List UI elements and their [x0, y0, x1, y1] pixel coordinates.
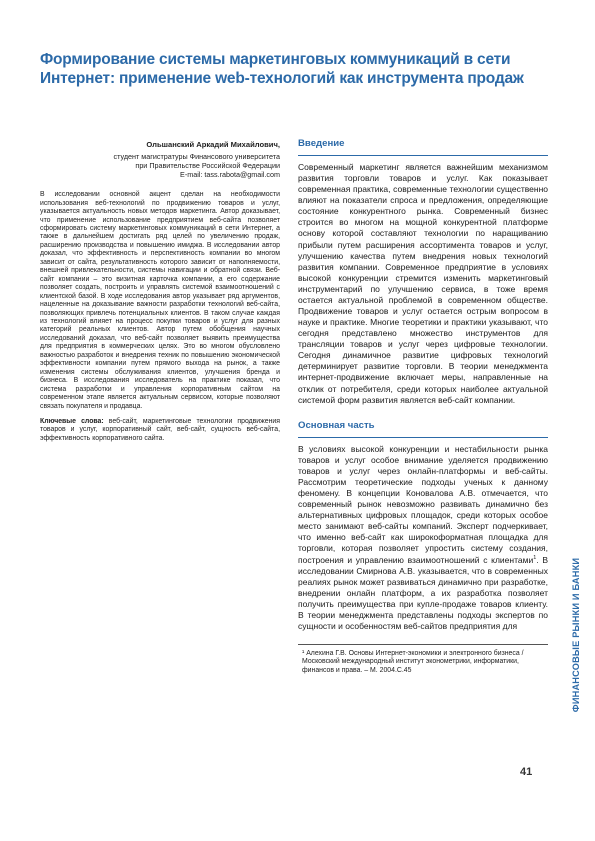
author-name: Ольшанский Аркадий Михайлович,: [146, 140, 280, 149]
keywords-text: веб-сайт, маркетинговые технологии продвижения товаров и услуг, корпоративный сайт, веб-сайт, сущность веб-сайта, эффективность корпоративного сайта.: [40, 417, 280, 442]
author-role: студент магистратуры Финансового университета: [113, 151, 280, 161]
article-title: Формирование системы маркетинговых коммуникаций в сети Интернет: применение web-технологий как инструмента продаж: [40, 51, 524, 88]
footnote: ¹ Алехина Г.В. Основы Интернет-экономики и электронного бизнеса / Московский международный институт эконометрики, информатики, финансов и права. – М. 2004.С.45: [298, 644, 548, 675]
footnote-mark: 1: [533, 554, 537, 561]
left-column: [40, 140, 280, 450]
main-text: [298, 444, 548, 632]
author-info: [40, 152, 280, 180]
journal-section-text: ФИНАНСОВЫЕ РЫНКИ И БАНКИ: [571, 557, 581, 712]
main-heading: Основная часть: [298, 420, 548, 438]
page-number: 41: [520, 766, 533, 778]
author-affiliation: при Правительстве Российской Федерации: [135, 160, 280, 170]
author-email: E-mail: tass.rabota@gmail.com: [180, 170, 280, 179]
journal-section-label: [565, 512, 587, 757]
main-text-part2: . В исследовании Смирнова А.В. указывается, что в современных реалиях рынок может развиваться динамично при разработке, внедрении онлайн платформ, а их разработка позволяет получить преимущества при купле-продаже товаров клиенту. В теории менеджмента представлены подходы экспертов по сущности и особенностям веб-сайтов предприятия для: [298, 554, 548, 631]
intro-heading: Введение: [298, 138, 548, 156]
keywords-label: Ключевые слова:: [40, 417, 104, 425]
keywords: [40, 418, 280, 443]
intro-text: Современный маркетинг является важнейшим механизмом развития торговли товаров и услуг. Как показывает современная практика, современные технологии существенно влияют на показатели спроса и предложения, определяющие состояние конкурентного рынка. Современный бизнес строится во многом на мощной конкурентной платформе основу которой составляют технологии по наращиванию прибыли путем расширения ассортимента товаров и услуг, улучшению качества путем внедрения новых технологий развития компании. Современное предприятие в условиях высокой конкуренции стремится изменить маркетинговый инструментарий по улучшению сервиса, в тоже время остается актуальной проблемой в современном обществе. Продвижение товаров и услуг остается острым вопросом в науке и практике. Многие теоретики и практики указывают, что сегодня представлено множество инструментов для трансляции товаров и услуг через цифровые технологии. Сегодня динамичное развитие цифровых технологий детерминирует развитие торговли. В теории менеджмента интернет-продвижение включает меры, направленные на отклик от потребителя, среди которых наиболее актуальной системой форм развития является веб-сайт компании.: [298, 162, 548, 405]
right-column: [298, 138, 548, 675]
abstract: В исследовании основной акцент сделан на необходимости использования веб-технологий по продвижению товаров и услуг, указывается актуальность новых методов маркетинга. Автор доказывает, что применение использование предприятием веб-сайта позволяет сформировать систему маркетинговых коммуникаций в сети Интернет, а также в дальнейшем достигать ряд целей по увеличению продаж, расширению производства и повышению имиджа. В исследовании автор доказал, что эффективность и перспективность компании во многом зависит от сайта, результативность которого зависит от наполняемости, внешней привлекательности, системы навигации и обратной связи. Веб-сайт компании – это визитная карточка компании, а его содержание позволяет создать, построить и управлять системой взаимоотношений с клиентской базой. В ходе исследования автор указывает ряд аргументов, нацеленные на доказывание важности разработки технологий веб-сайта, позволяющих привлечь потенциальных клиентов. В таком случае каждая из технологий влияет на процесс покупки товаров и услуг для разных категорий реальных клиентов. Автор путем обобщения научных исследований доказал, что веб-сайт позволяет выявить преимущества для предприятия в коммерческих целях. Это во многом обусловлено важностью разработок и внедрения техник по повышению экономической эффективности компании путем прямого выхода на рынок, а также изменения системы обслуживания клиентов, улучшения бренда и бизнеса. В исследования исследователь на практике показал, что система разработки и управления корпоративным сайтом на современном этапе является актуальным сервисом, которые позволяют связать покупателя и продавца.: [40, 191, 280, 410]
main-text-part1: В условиях высокой конкуренции и нестабильности рынка товаров и услуг особое внимание уделяется продвижению товаров и услуг через онлайн-платформы и веб-сайты. Рассмотрим теоретические подходы ученых к данному феномену. В концепции Коновалова А.В. отмечается, что современный рынок невозможно развивать динамично без альтернативных цифровых площадок, среди которых особое место занимают веб-сайты компаний. Эксперт подчеркивает, что именно веб-сайт как широкоформатная площадка для торговли, которая позволяет упростить систему создания, построения и управлению взаимоотношений с клиентами: [298, 443, 548, 565]
